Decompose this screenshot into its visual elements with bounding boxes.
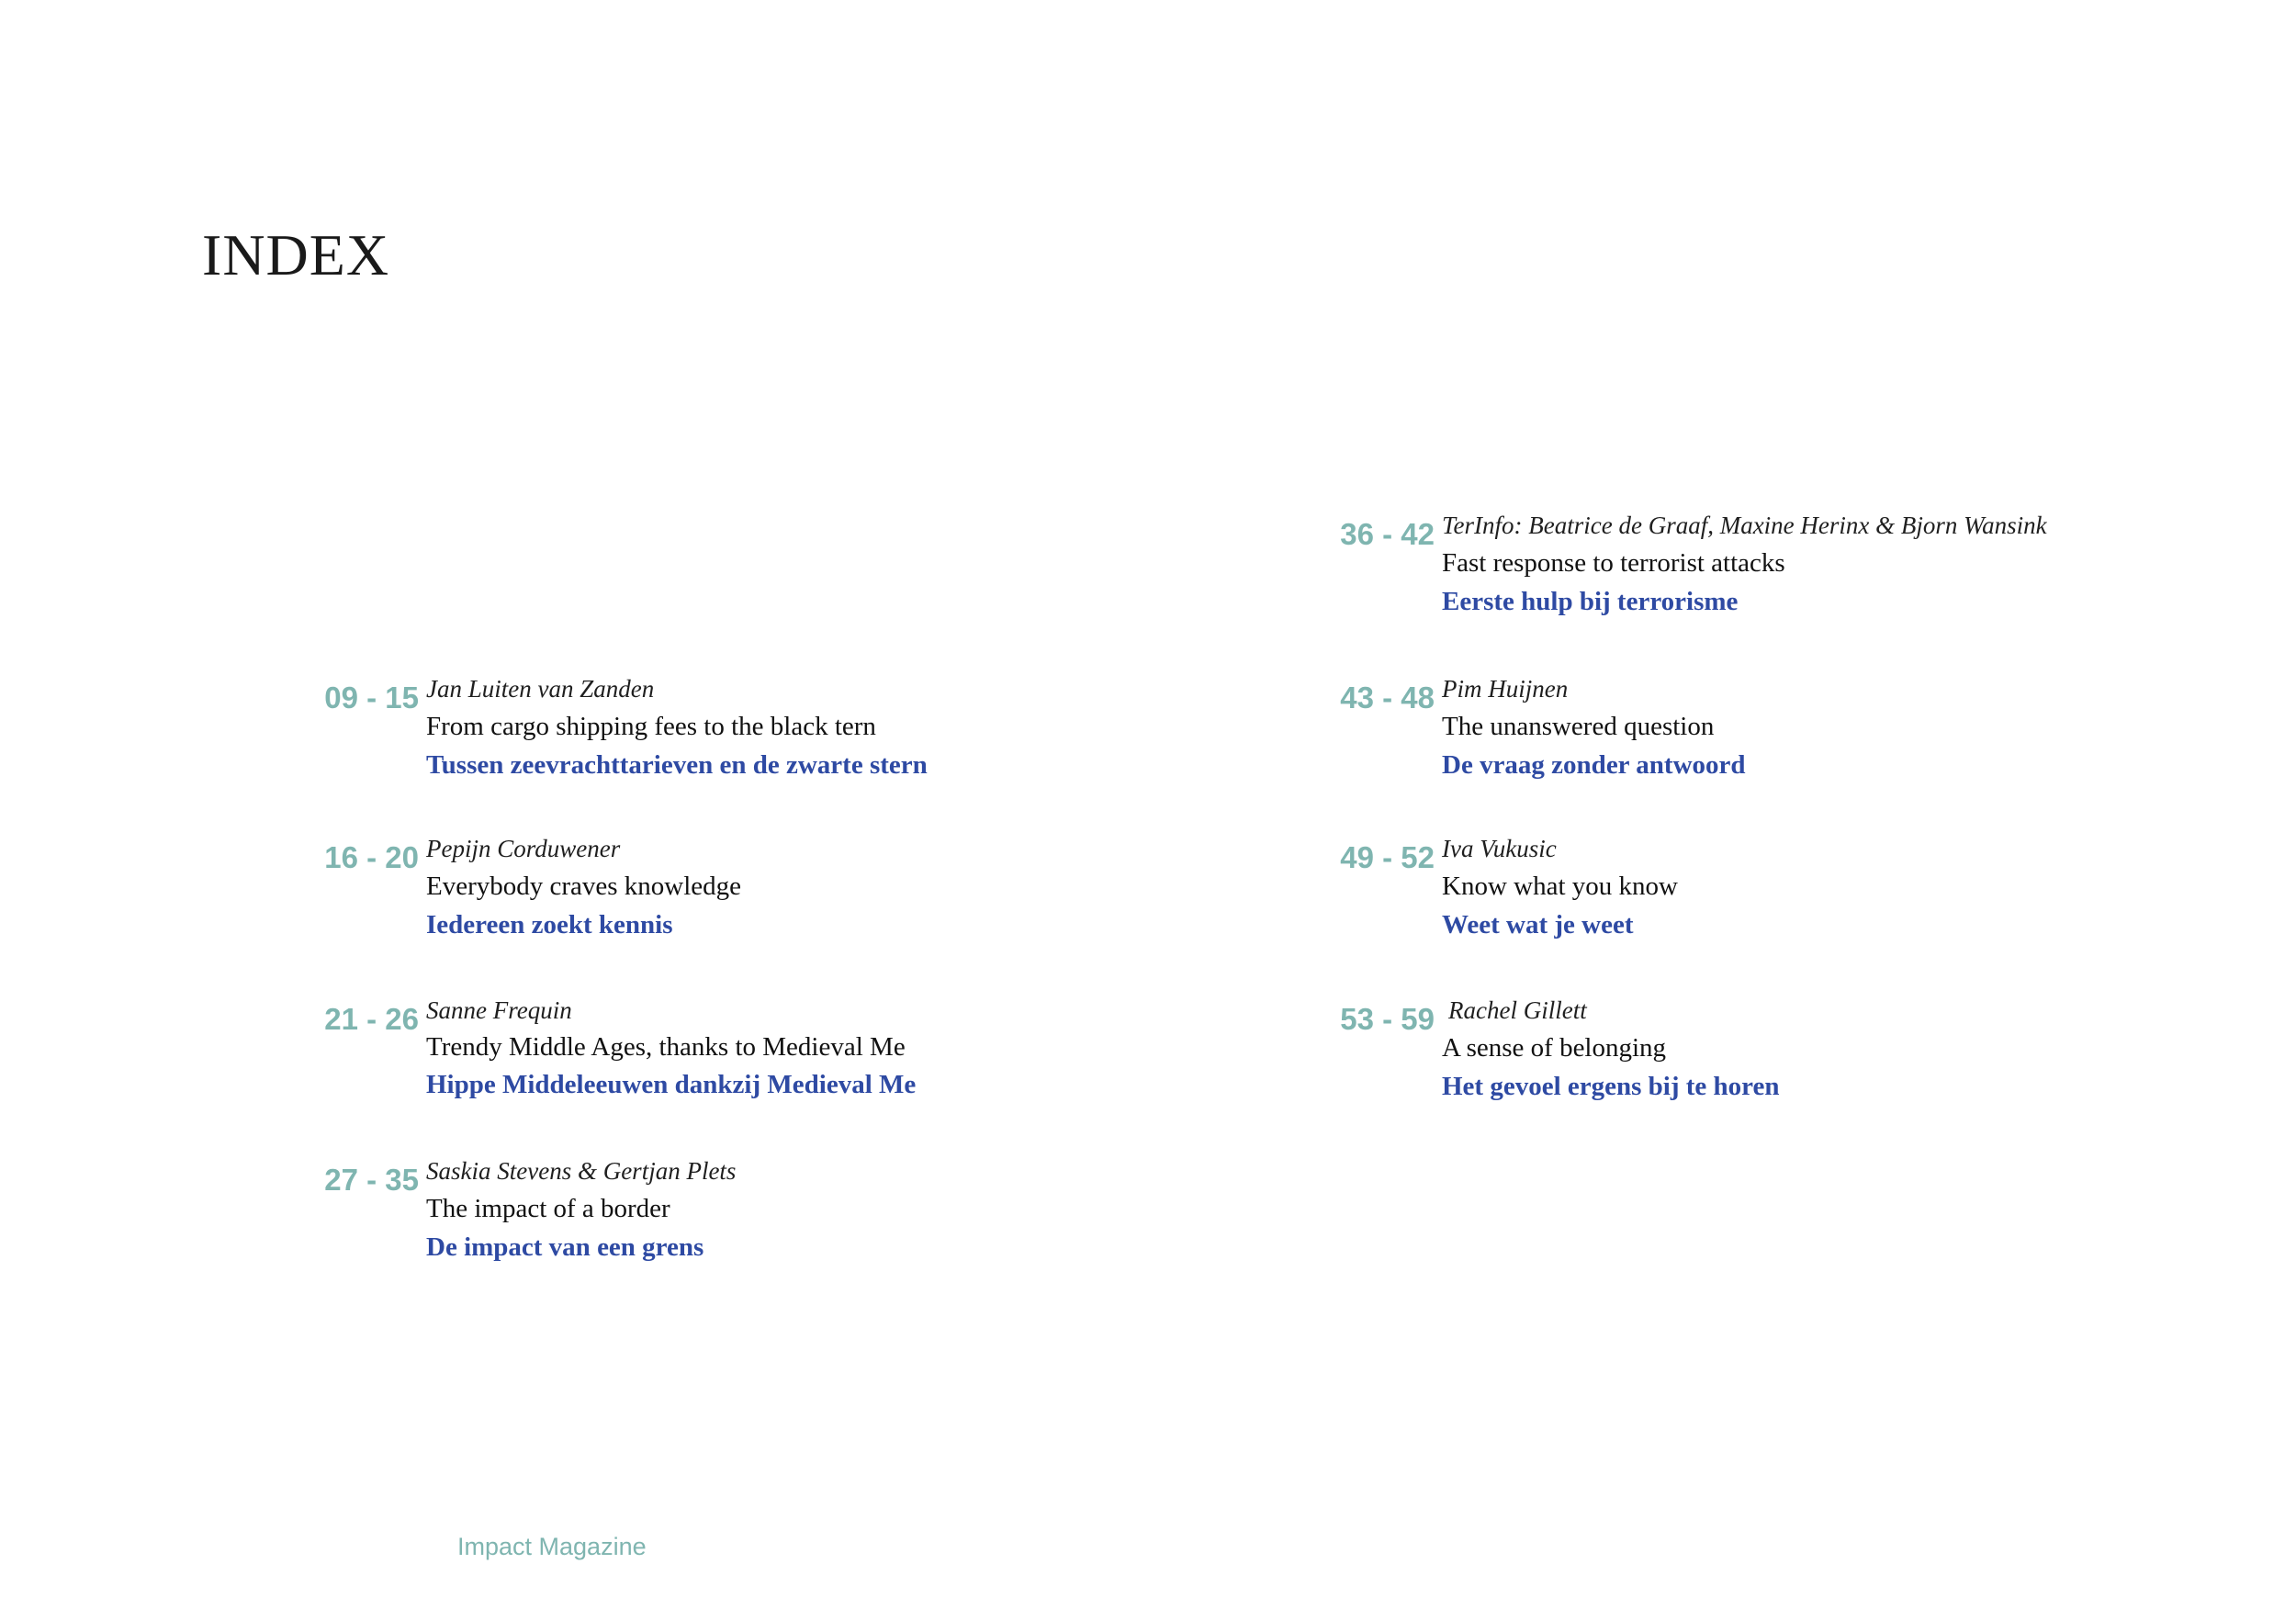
index-entry-43-48[interactable] <box>1306 670 2270 808</box>
article-title-english: Know what you know <box>1442 872 1678 901</box>
article-title-english: Fast response to terrorist attacks <box>1442 548 1785 578</box>
author-name: Pim Huijnen <box>1442 675 1569 703</box>
article-title-dutch: Tussen zeevrachttarieven en de zwarte stern <box>426 750 928 780</box>
author-name: Jan Luiten van Zanden <box>426 675 655 703</box>
article-title-english: The unanswered question <box>1442 712 1715 741</box>
article-title-dutch: De impact van een grens <box>426 1232 704 1262</box>
article-title-dutch: Hippe Middeleeuwen dankzij Medieval Me <box>426 1070 917 1099</box>
page-range: 53 - 59 <box>1340 1002 1435 1036</box>
article-title-dutch: Het gevoel ergens bij te horen <box>1442 1072 1780 1101</box>
page-range: 27 - 35 <box>324 1163 419 1197</box>
author-name: Pepijn Corduwener <box>426 835 621 862</box>
index-entry-09-15[interactable] <box>290 670 1255 808</box>
article-title-dutch: Iedereen zoekt kennis <box>426 910 673 939</box>
author-name: TerInfo: Beatrice de Graaf, Maxine Herinx & Bjorn Wansink <box>1442 512 2047 539</box>
index-entry-21-26[interactable] <box>290 992 1255 1130</box>
page-range: 49 - 52 <box>1340 840 1435 874</box>
index-entry-16-20[interactable] <box>290 830 1255 968</box>
author-name: Iva Vukusic <box>1442 835 1557 862</box>
author-name: Sanne Frequin <box>426 996 572 1024</box>
page-range: 36 - 42 <box>1340 517 1435 551</box>
magazine-footer: Impact Magazine <box>457 1533 647 1560</box>
article-title-dutch: Eerste hulp bij terrorisme <box>1442 587 1739 616</box>
page-range: 43 - 48 <box>1340 681 1435 714</box>
index-entry-49-52[interactable] <box>1306 830 2270 968</box>
article-title-dutch: De vraag zonder antwoord <box>1442 750 1746 780</box>
author-name: Rachel Gillett <box>1448 996 1587 1024</box>
article-title-english: From cargo shipping fees to the black tern <box>426 712 876 741</box>
index-entry-36-42[interactable] <box>1306 507 2270 645</box>
article-title-english: Everybody craves knowledge <box>426 872 742 901</box>
article-title-english: Trendy Middle Ages, thanks to Medieval Me <box>426 1032 906 1062</box>
index-entry-53-59[interactable] <box>1306 992 2270 1130</box>
index-entry-27-35[interactable] <box>290 1153 1255 1290</box>
page-range: 09 - 15 <box>324 681 419 714</box>
page-title: INDEX <box>202 222 390 287</box>
page-range: 21 - 26 <box>324 1002 419 1036</box>
article-title-english: The impact of a border <box>426 1194 670 1223</box>
article-title-dutch: Weet wat je weet <box>1442 910 1634 939</box>
article-title-english: A sense of belonging <box>1442 1033 1667 1063</box>
author-name: Saskia Stevens & Gertjan Plets <box>426 1157 737 1185</box>
page-range: 16 - 20 <box>324 840 419 874</box>
